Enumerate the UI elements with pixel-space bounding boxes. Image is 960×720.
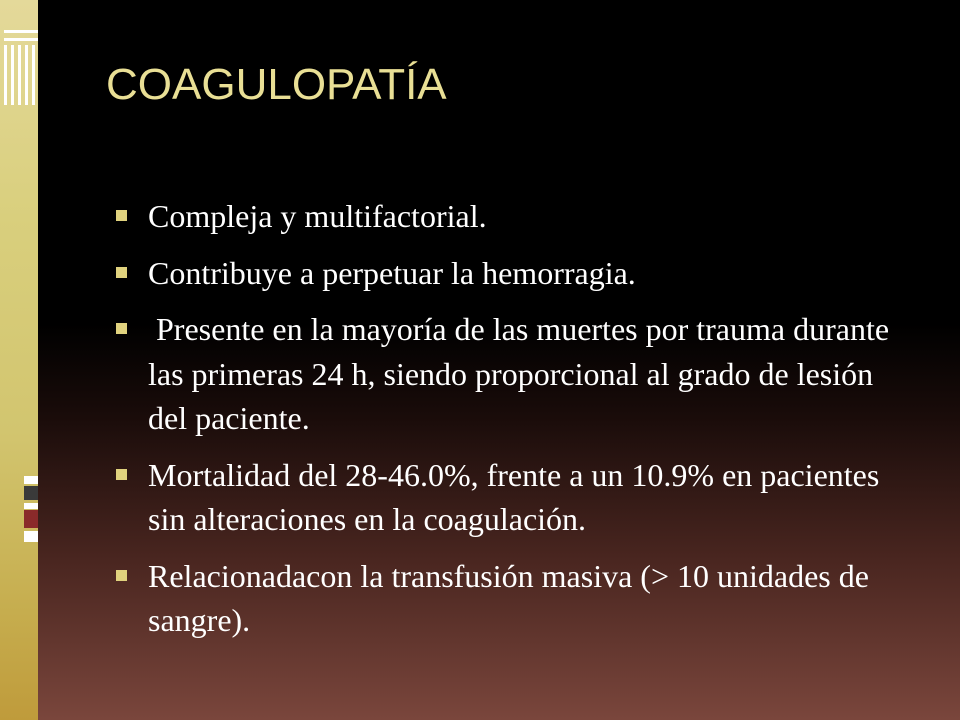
square-bullet-icon: [116, 267, 127, 278]
list-item: [112, 194, 912, 239]
list-item: [112, 453, 912, 542]
square-bullet-icon: [116, 323, 127, 334]
square-bullet-icon: [116, 210, 127, 221]
bullet-text: Mortalidad del 28-46.0%, frente a un 10.9% en pacientes sin alteraciones en la coagulación.: [148, 456, 880, 537]
bullet-text: Compleja y multifactorial.: [148, 198, 487, 234]
square-bullet-icon: [116, 469, 127, 480]
bullet-text: Contribuye a perpetuar la hemorragia.: [148, 254, 636, 291]
bullet-text: Presente en la mayoría de las muertes por trauma durante las primeras 24 h, siendo proporcional al grado de lesión del paciente.: [148, 311, 898, 436]
list-item: [112, 554, 912, 643]
square-bullet-icon: [116, 570, 127, 581]
color-strip-decoration: [24, 476, 38, 542]
window-grid-decoration: [0, 28, 38, 110]
bullet-text: Relacionadacon la transfusión masiva (> 10 unidades de sangre).: [148, 557, 869, 638]
list-item: [112, 251, 912, 296]
list-item: [112, 307, 912, 441]
bullet-list: [112, 194, 912, 655]
slide-title: COAGULOPATÍA: [106, 60, 447, 109]
